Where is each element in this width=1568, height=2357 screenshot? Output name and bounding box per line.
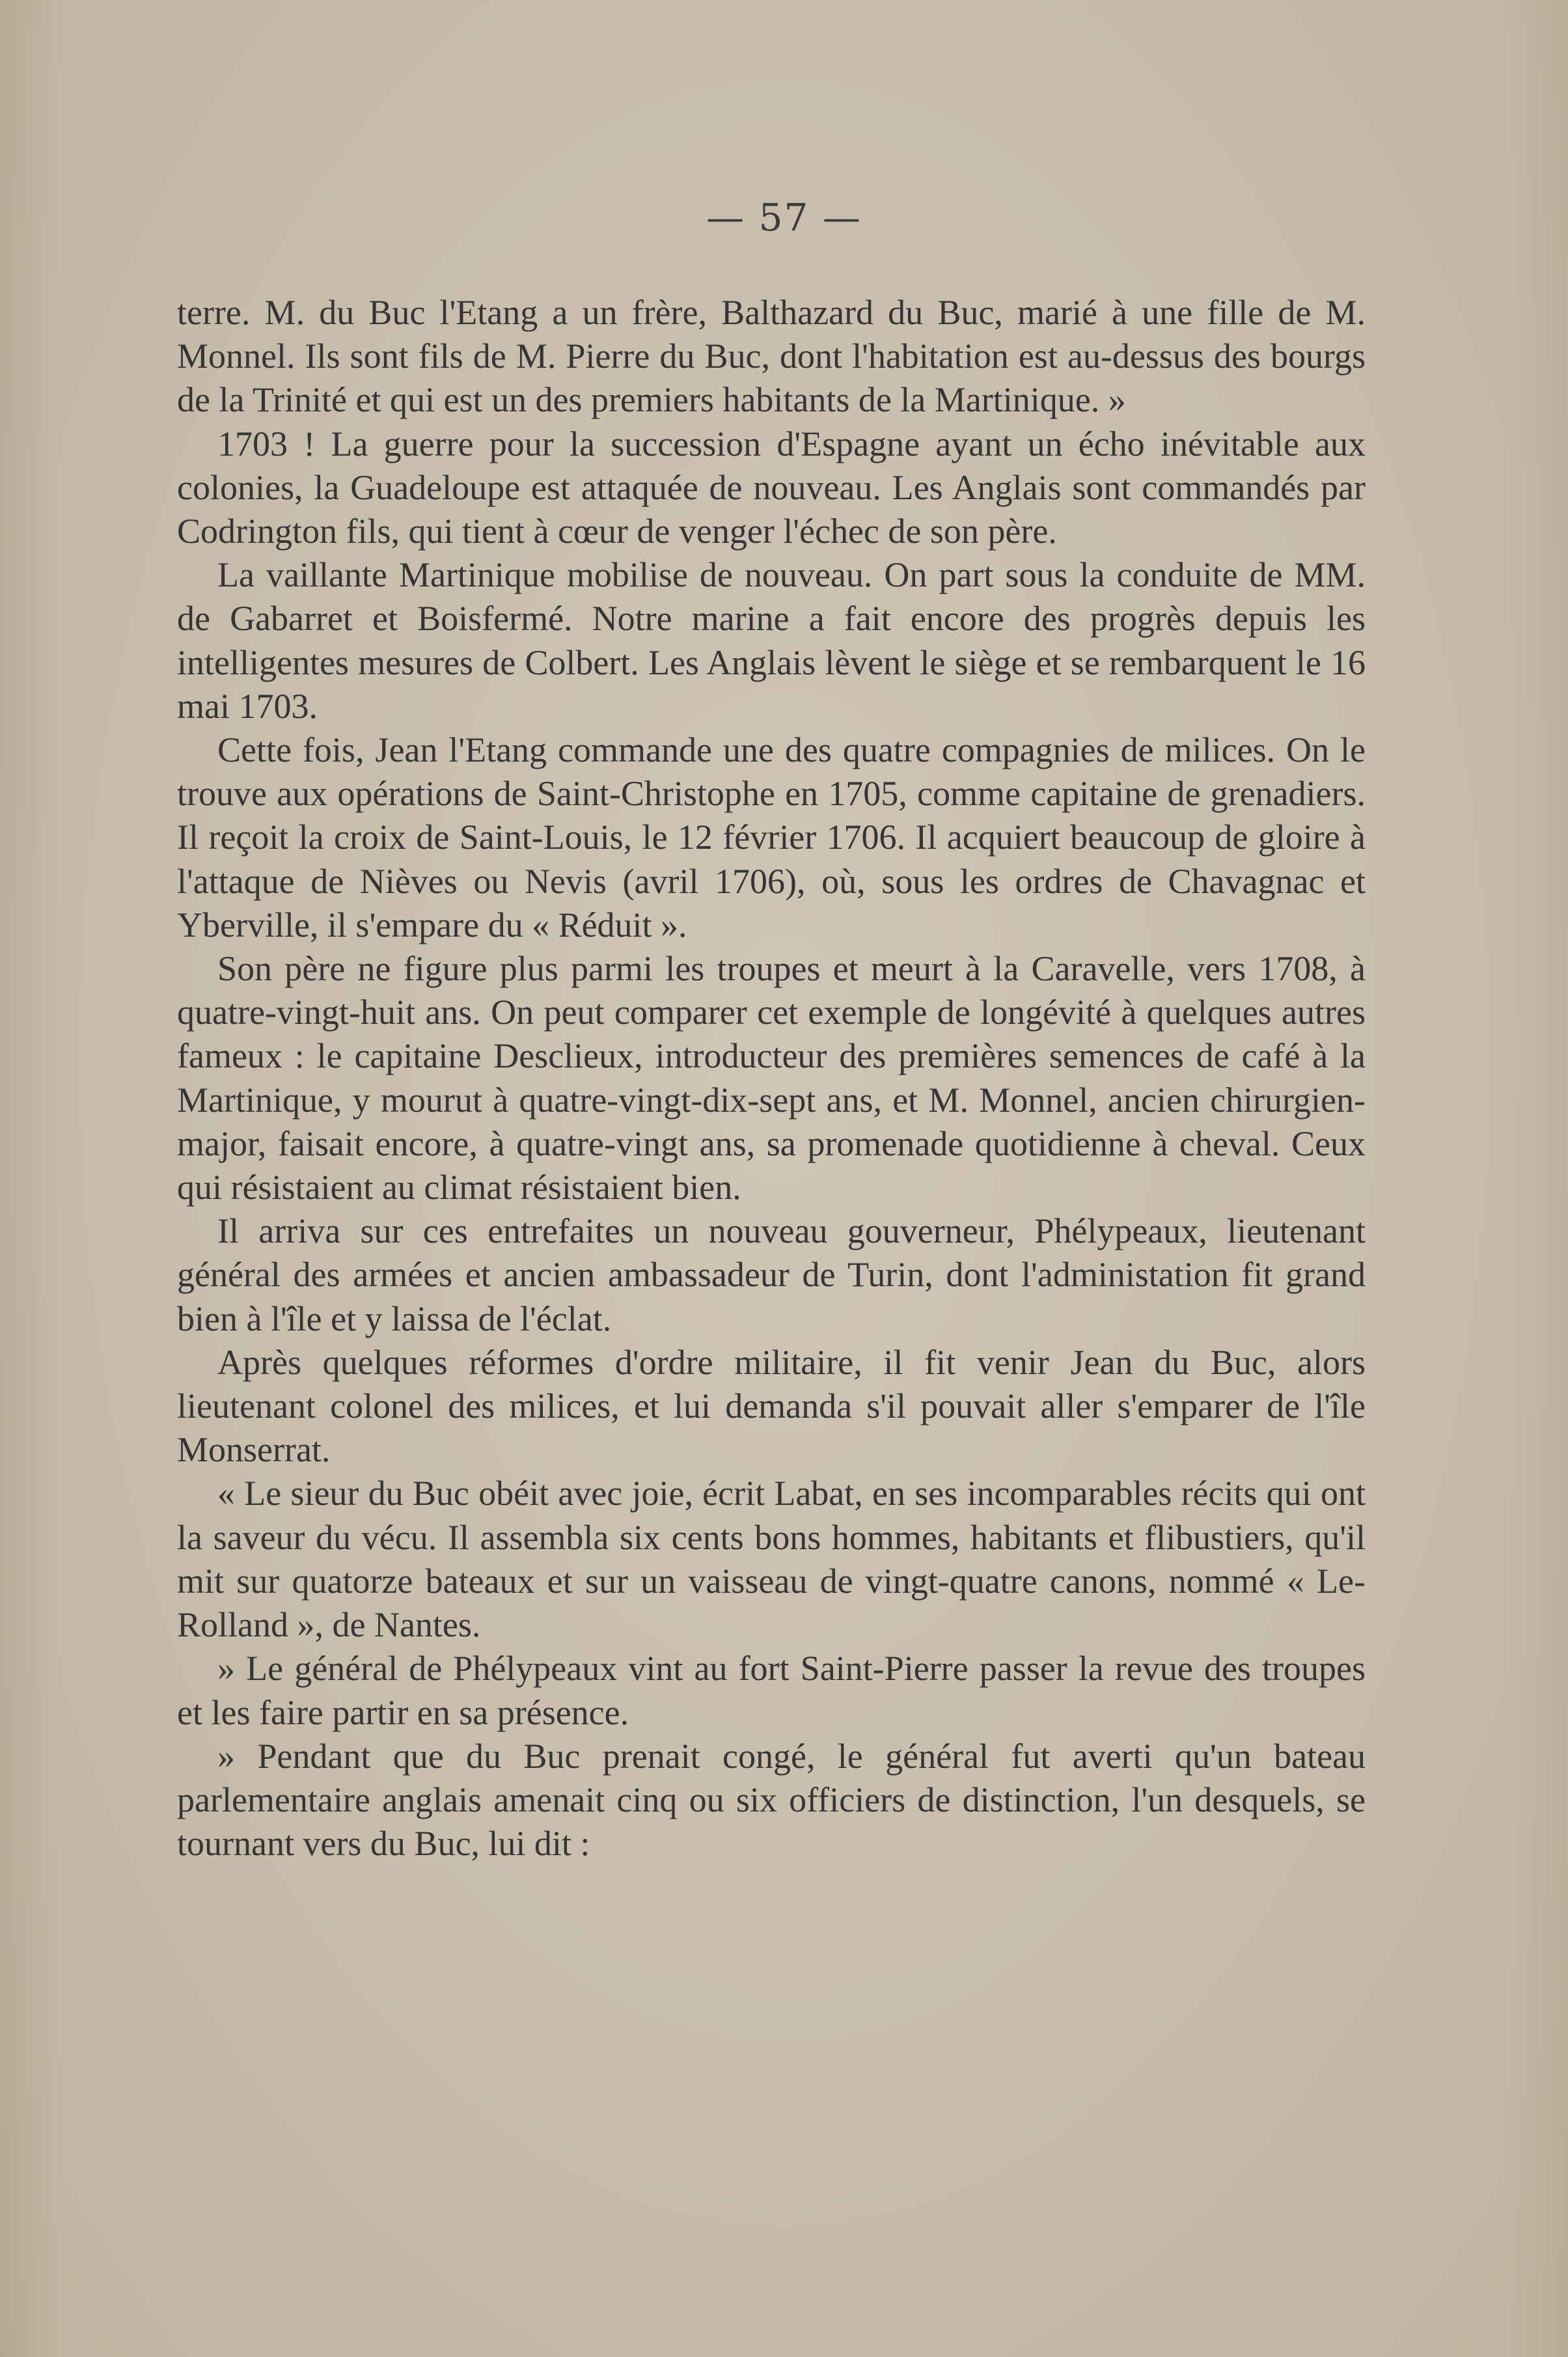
paragraph: Il arriva sur ces entrefaites un nouveau gouverneur, Phélypeaux, lieutenant général des armées et ancien ambassadeur de Turin, dont l'administation fit grand bien à l'île et y laissa de l'éclat. bbox=[177, 1211, 1366, 1338]
paragraph: Son père ne figure plus parmi les troupes et meurt à la Caravelle, vers 1708, à quatre-vingt-huit ans. On peut comparer cet exemple de longévité à quelques autres fameux : le capitaine Desclieux, introducteur des premières semences de café à la Martinique, y mourut à quatre-vingt-dix-sept ans, et M. Monnel, ancien chirurgien-major, faisait encore, à quatre-vingt ans, sa promenade quotidienne à cheval. Ceux qui résistaient au climat résistaient bien. bbox=[177, 949, 1366, 1207]
paragraph: Après quelques réformes d'ordre militaire, il fit venir Jean du Buc, alors lieutenant colonel des milices, et lui demanda s'il pouvait aller s'emparer de l'île Monserrat. bbox=[177, 1342, 1366, 1470]
paragraph: « Le sieur du Buc obéit avec joie, écrit Labat, en ses incomparables récits qui ont la saveur du vécu. Il assembla six cents bons hommes, habitants et flibustiers, qu'il mit sur quatorze bateaux et sur un vaisseau de vingt-quatre canons, nommé « Le-Rolland », de Nantes. bbox=[177, 1474, 1366, 1645]
paragraph: » Pendant que du Buc prenait congé, le général fut averti qu'un bateau parlementaire anglais amenait cinq ou six officiers de distinction, l'un desquels, se tournant vers du Buc, lui dit : bbox=[177, 1736, 1366, 1864]
paragraph: La vaillante Martinique mobilise de nouveau. On part sous la conduite de MM. de Gabarret et Boisfermé. Notre marine a fait encore des progrès depuis les intelligentes mesures de Colbert. Les Anglais lèvent le siège et se rembarquent le 16 mai 1703. bbox=[177, 555, 1366, 726]
body-text bbox=[177, 291, 1366, 1866]
paragraph: » Le général de Phélypeaux vint au fort Saint-Pierre passer la revue des troupes et les faire partir en sa présence. bbox=[177, 1649, 1366, 1732]
paragraph: terre. M. du Buc l'Etang a un frère, Balthazard du Buc, marié à une fille de M. Monnel. Ils sont fils de M. Pierre du Buc, dont l'habitation est au-dessus des bourgs de la Trinité et qui est un des premiers habitants de la Martinique. » bbox=[177, 293, 1366, 420]
page-number: — 57 — bbox=[706, 195, 862, 240]
paragraph: 1703 ! La guerre pour la succession d'Espagne ayant un écho inévitable aux colonies, la Guadeloupe est attaquée de nouveau. Les Anglais sont commandés par Codrington fils, qui tient à cœur de venger l'échec de son père. bbox=[177, 424, 1366, 551]
paragraph: Cette fois, Jean l'Etang commande une des quatre compagnies de milices. On le trouve aux opérations de Saint-Christophe en 1705, comme capitaine de grenadiers. Il reçoit la croix de Saint-Louis, le 12 février 1706. Il acquiert beaucoup de gloire à l'attaque de Nièves ou Nevis (avril 1706), où, sous les ordres de Chavagnac et Yberville, il s'empare du « Réduit ». bbox=[177, 730, 1366, 944]
